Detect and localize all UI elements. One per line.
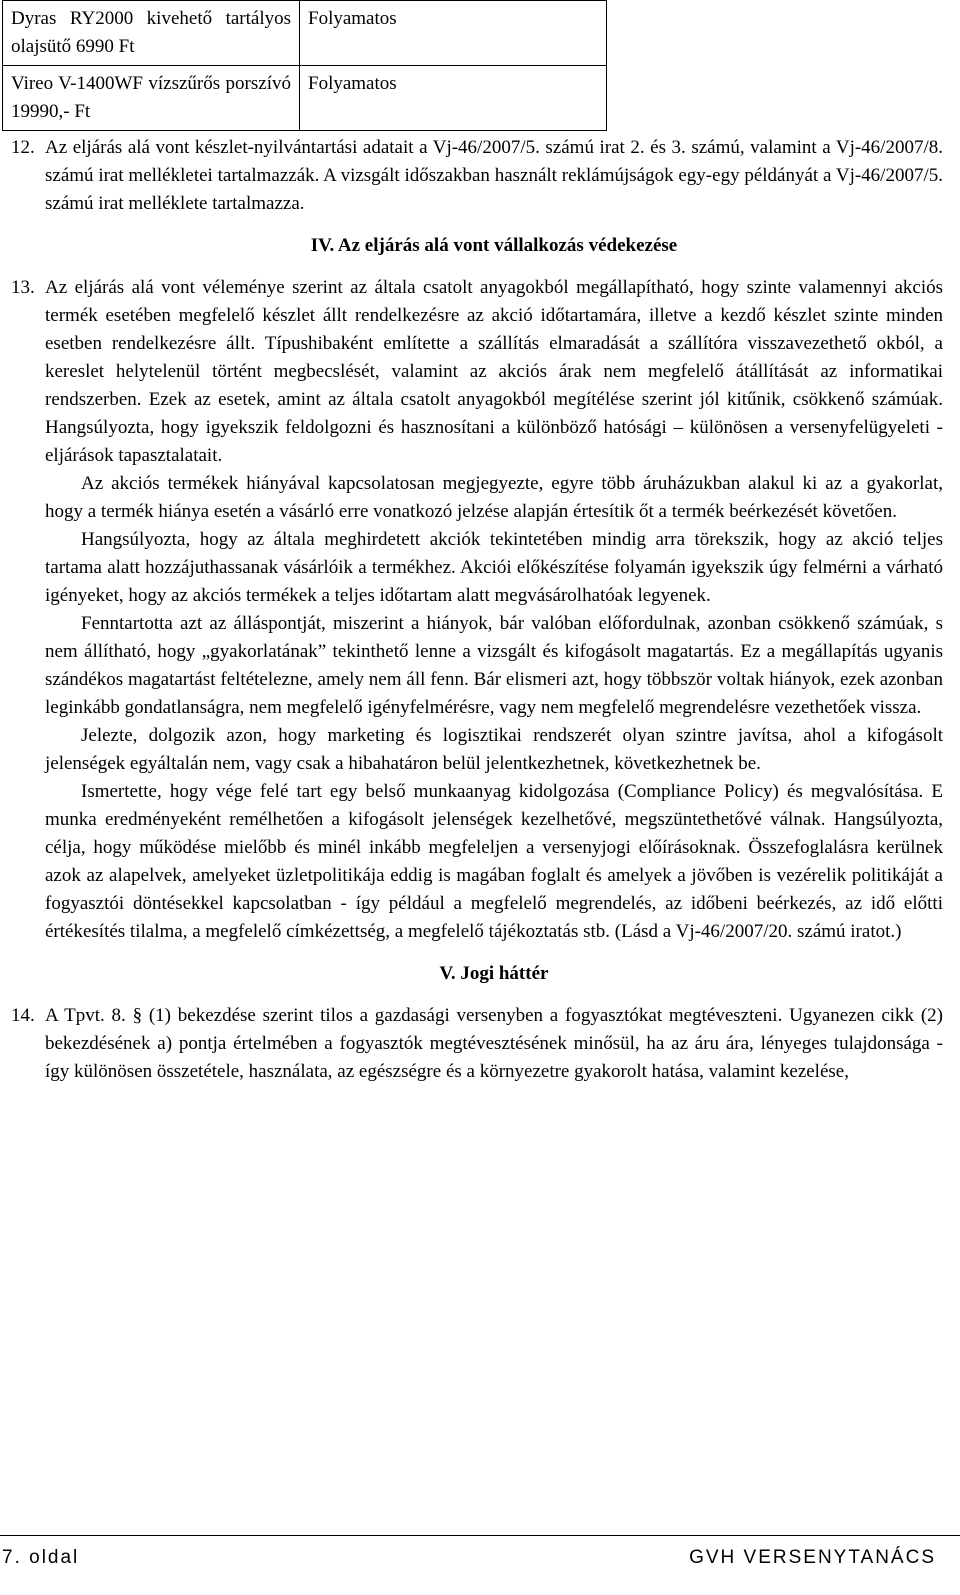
paragraph-13e: Jelezte, dolgozik azon, hogy marketing és logisztikai rendszerét olyan szintre javítsa, ahol a kifogásolt jelenségek egyáltalán nem, vagy csak a hibahatáron belül jelentkezhetnek, következhetnek be. [45, 725, 943, 774]
paragraph-14 [11, 1002, 943, 1086]
paragraph-text: Az eljárás alá vont készlet-nyilvántartási adatait a Vj-46/2007/5. számú irat 2. és 3. számú, valamint a Vj-46/2007/8. számú irat mellékletei tartalmazzák. A vizsgált időszakban használt reklámújságok egy-egy példányát a Vj-46/2007/5. számú irat melléklete tartalmazza. [45, 137, 943, 214]
paragraph-13 [11, 274, 943, 470]
footer-organization: GVH VERSENYTANÁCS [689, 1547, 936, 1568]
paragraph-13b: Az akciós termékek hiányával kapcsolatosan megjegyezte, egyre több áruházukban alakul ki az a gyakorlat, hogy a termék hiánya esetén a vásárló erre vonatkozó jelzése alapján értesítik őt a termék beérkezését követően. [45, 473, 943, 522]
section-heading-v: V. Jogi háttér [439, 963, 549, 984]
paragraph-13c: Hangsúlyozta, hogy az általa meghirdetett akciók tekintetében mindig arra törekszik, hogy az akció teljes tartama alatt hozzájuthassanak vásárlóik a termékhez. Akciói előkészítése folyamán igyekszik úgy felmérni a várható igényeket, hogy az akciós termékek a teljes időtartam alatt megvásárolhatóak legyenek. [45, 529, 943, 606]
paragraph-text: Az eljárás alá vont véleménye szerint az általa csatolt anyagokból megállapítható, hogy szinte valamennyi akciós termék esetében megfelelő készlet állt rendelkezésre az akció időtartamára, illetve a kezdő készlet szinte minden esetben rendelkezésre állt. Típushibaként említette a szállítás elmaradását a szállítóra visszavezethető okból, a kereslet helytelenül történt megbecslését, valamint az akciós árak nem megfelelő átállítását az informatikai rendszerben. Ezek az esetek, amint az általa csatolt anyagokból megítélése szerint jól kitűnik, csökkenő számúak. Hangsúlyozta, hogy igyekszik feldolgozni és hasznosítani a különböző hatósági – különösen a versenyfelügyeleti - eljárások tapasztalatait. [45, 277, 943, 466]
paragraph-13f: Ismertette, hogy vége felé tart egy belső munkaanyag kidolgozása (Compliance Policy) és megvalósítása. E munka eredményeként remélhetően a kifogásolt jelenségek kezelhetővé, megszüntethetővé válnak. Hangsúlyozta, célja, hogy működése mielőbb és minél inkább megfeleljen a versenyjogi előírásoknak. Összefoglalásra kerülnek azok az alapelvek, amelyeket üzletpolitikája eddig is magában foglalt és amelyek a jövőben is vezérelik politikáját a fogyasztói döntésekkel kapcsolatban - így például a megfelelő megrendelés, az időbeni beérkezés, az idő előtti értékesítés tilalma, a megfelelő címkézettség, a megfelelő tájékoztatás stb. (Lásd a Vj-46/2007/20. számú iratot.) [45, 781, 943, 942]
table-cell-product: Vireo V-1400WF vízszűrős porszívó 19990,- Ft [3, 66, 300, 131]
product-status-table [2, 0, 607, 131]
paragraph-text: A Tpvt. 8. § (1) bekezdése szerint tilos a gazdasági versenyben a fogyasztókat megtéveszteni. Ugyanezen cikk (2) bekezdésének a) pontja értelmében a fogyasztók megtévesztésének minősül, ha az áru ára, lényeges tulajdonsága - így különösen összetétele, használata, az egészségre és a környezetre gyakorolt hatása, valamint kezelése, [45, 1005, 943, 1082]
paragraph-12 [11, 134, 943, 218]
section-heading-iv: IV. Az eljárás alá vont vállalkozás védekezése [310, 235, 678, 256]
paragraph-13d: Fenntartotta azt az álláspontját, miszerint a hiányok, bár valóban előfordulnak, azonban csökkenő számúak, s nem állítható, hogy „gyakorlatának” tekinthető lenne a vizsgált és kifogásolt magatartás. Ez a megállapítás ugyanis szándékos magatartást feltételezne, amely nem áll fenn. Bár elismeri azt, hogy többször voltak hiányok, ezek azonban leginkább gondatlanságra, nem megfelelő igényfelmérésre, vagy nem megfelelő megrendelésre vezethetőek vissza. [45, 613, 943, 718]
footer-page-number: 7. oldal [2, 1547, 80, 1568]
table-row [3, 1, 607, 66]
table-cell-status: Folyamatos [300, 66, 607, 131]
document-body [11, 134, 943, 1086]
footer-divider [0, 1535, 960, 1536]
paragraph-number: 14. [11, 1005, 35, 1026]
paragraph-number: 12. [11, 137, 35, 158]
table-cell-status: Folyamatos [300, 1, 607, 66]
table-cell-product: Dyras RY2000 kivehető tartályos olajsütő 6990 Ft [3, 1, 300, 66]
table-row [3, 66, 607, 131]
paragraph-number: 13. [11, 277, 35, 298]
